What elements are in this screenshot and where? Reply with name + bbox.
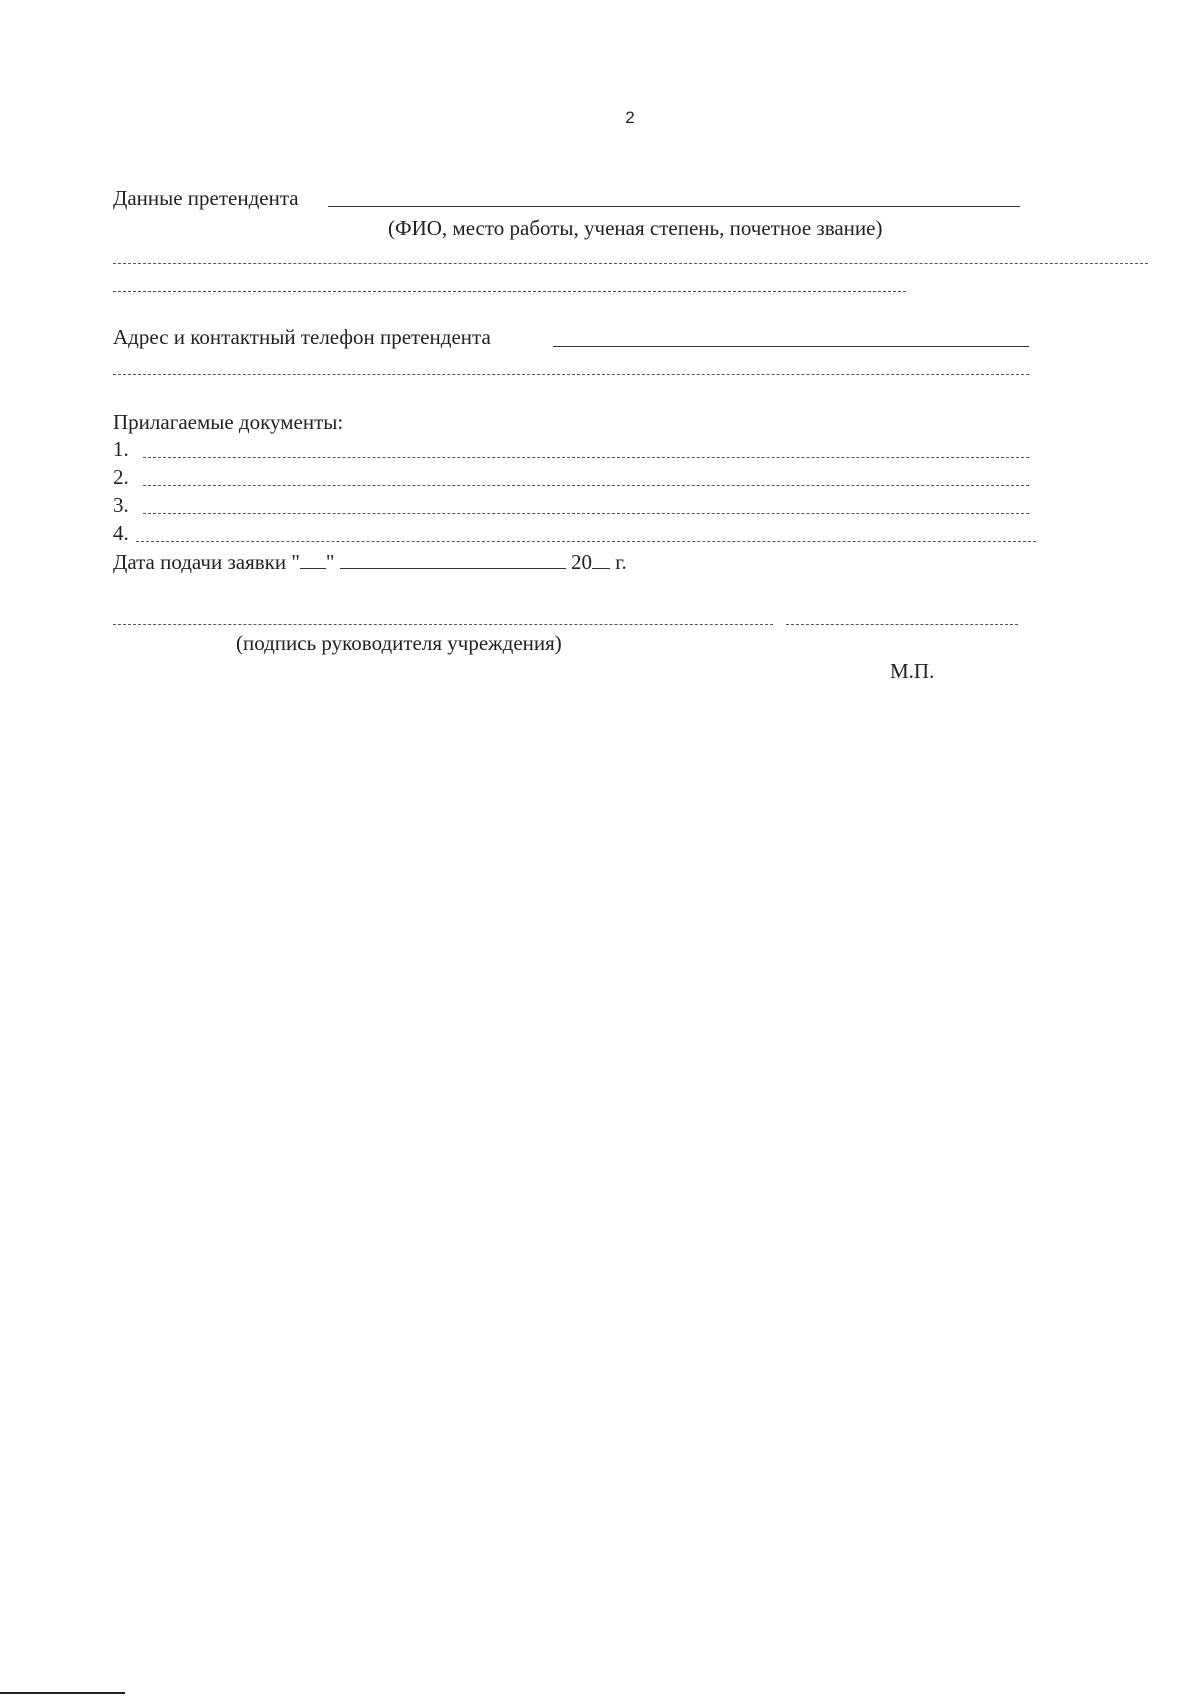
submission-month-field[interactable]: [340, 552, 566, 569]
applicant-label: Данные претендента: [113, 186, 299, 210]
year-prefix: 20: [571, 550, 592, 574]
applicant-field-line-3[interactable]: [113, 291, 906, 292]
contact-field-line-2[interactable]: [113, 374, 1029, 375]
applicant-field-line[interactable]: [328, 206, 1020, 207]
document-item-number-3: 3.: [113, 493, 129, 517]
applicant-field-line-2[interactable]: [113, 263, 1148, 264]
document-item-line-4[interactable]: [136, 541, 1036, 542]
contact-field-line[interactable]: [553, 346, 1029, 347]
open-quote: ": [291, 550, 300, 574]
submission-date-row: [113, 550, 627, 574]
signature-hint: (подпись руководителя учреждения): [236, 631, 562, 655]
document-item-line-3[interactable]: [143, 513, 1029, 514]
page-number: 2: [625, 108, 635, 127]
documents-label: Прилагаемые документы:: [113, 410, 344, 434]
document-item-line-2[interactable]: [143, 485, 1029, 486]
submission-day-field[interactable]: [300, 552, 326, 569]
document-item-number-4: 4.: [113, 521, 129, 545]
submission-date-label: Дата подачи заявки: [113, 550, 287, 574]
stamp-label: М.П.: [890, 659, 935, 683]
document-item-number-2: 2.: [113, 465, 129, 489]
document-item-number-1: 1.: [113, 437, 129, 461]
close-quote: ": [325, 550, 335, 574]
signature-line[interactable]: [113, 624, 773, 625]
contact-label: Адрес и контактный телефон претендента: [113, 325, 491, 349]
submission-year-field[interactable]: [592, 552, 610, 569]
year-suffix: г.: [615, 550, 627, 574]
document-item-line-1[interactable]: [143, 457, 1029, 458]
scan-edge-mark: [0, 1692, 125, 1694]
applicant-hint: (ФИО, место работы, ученая степень, почетное звание): [388, 216, 883, 240]
signature-transcript-line[interactable]: [786, 624, 1018, 625]
